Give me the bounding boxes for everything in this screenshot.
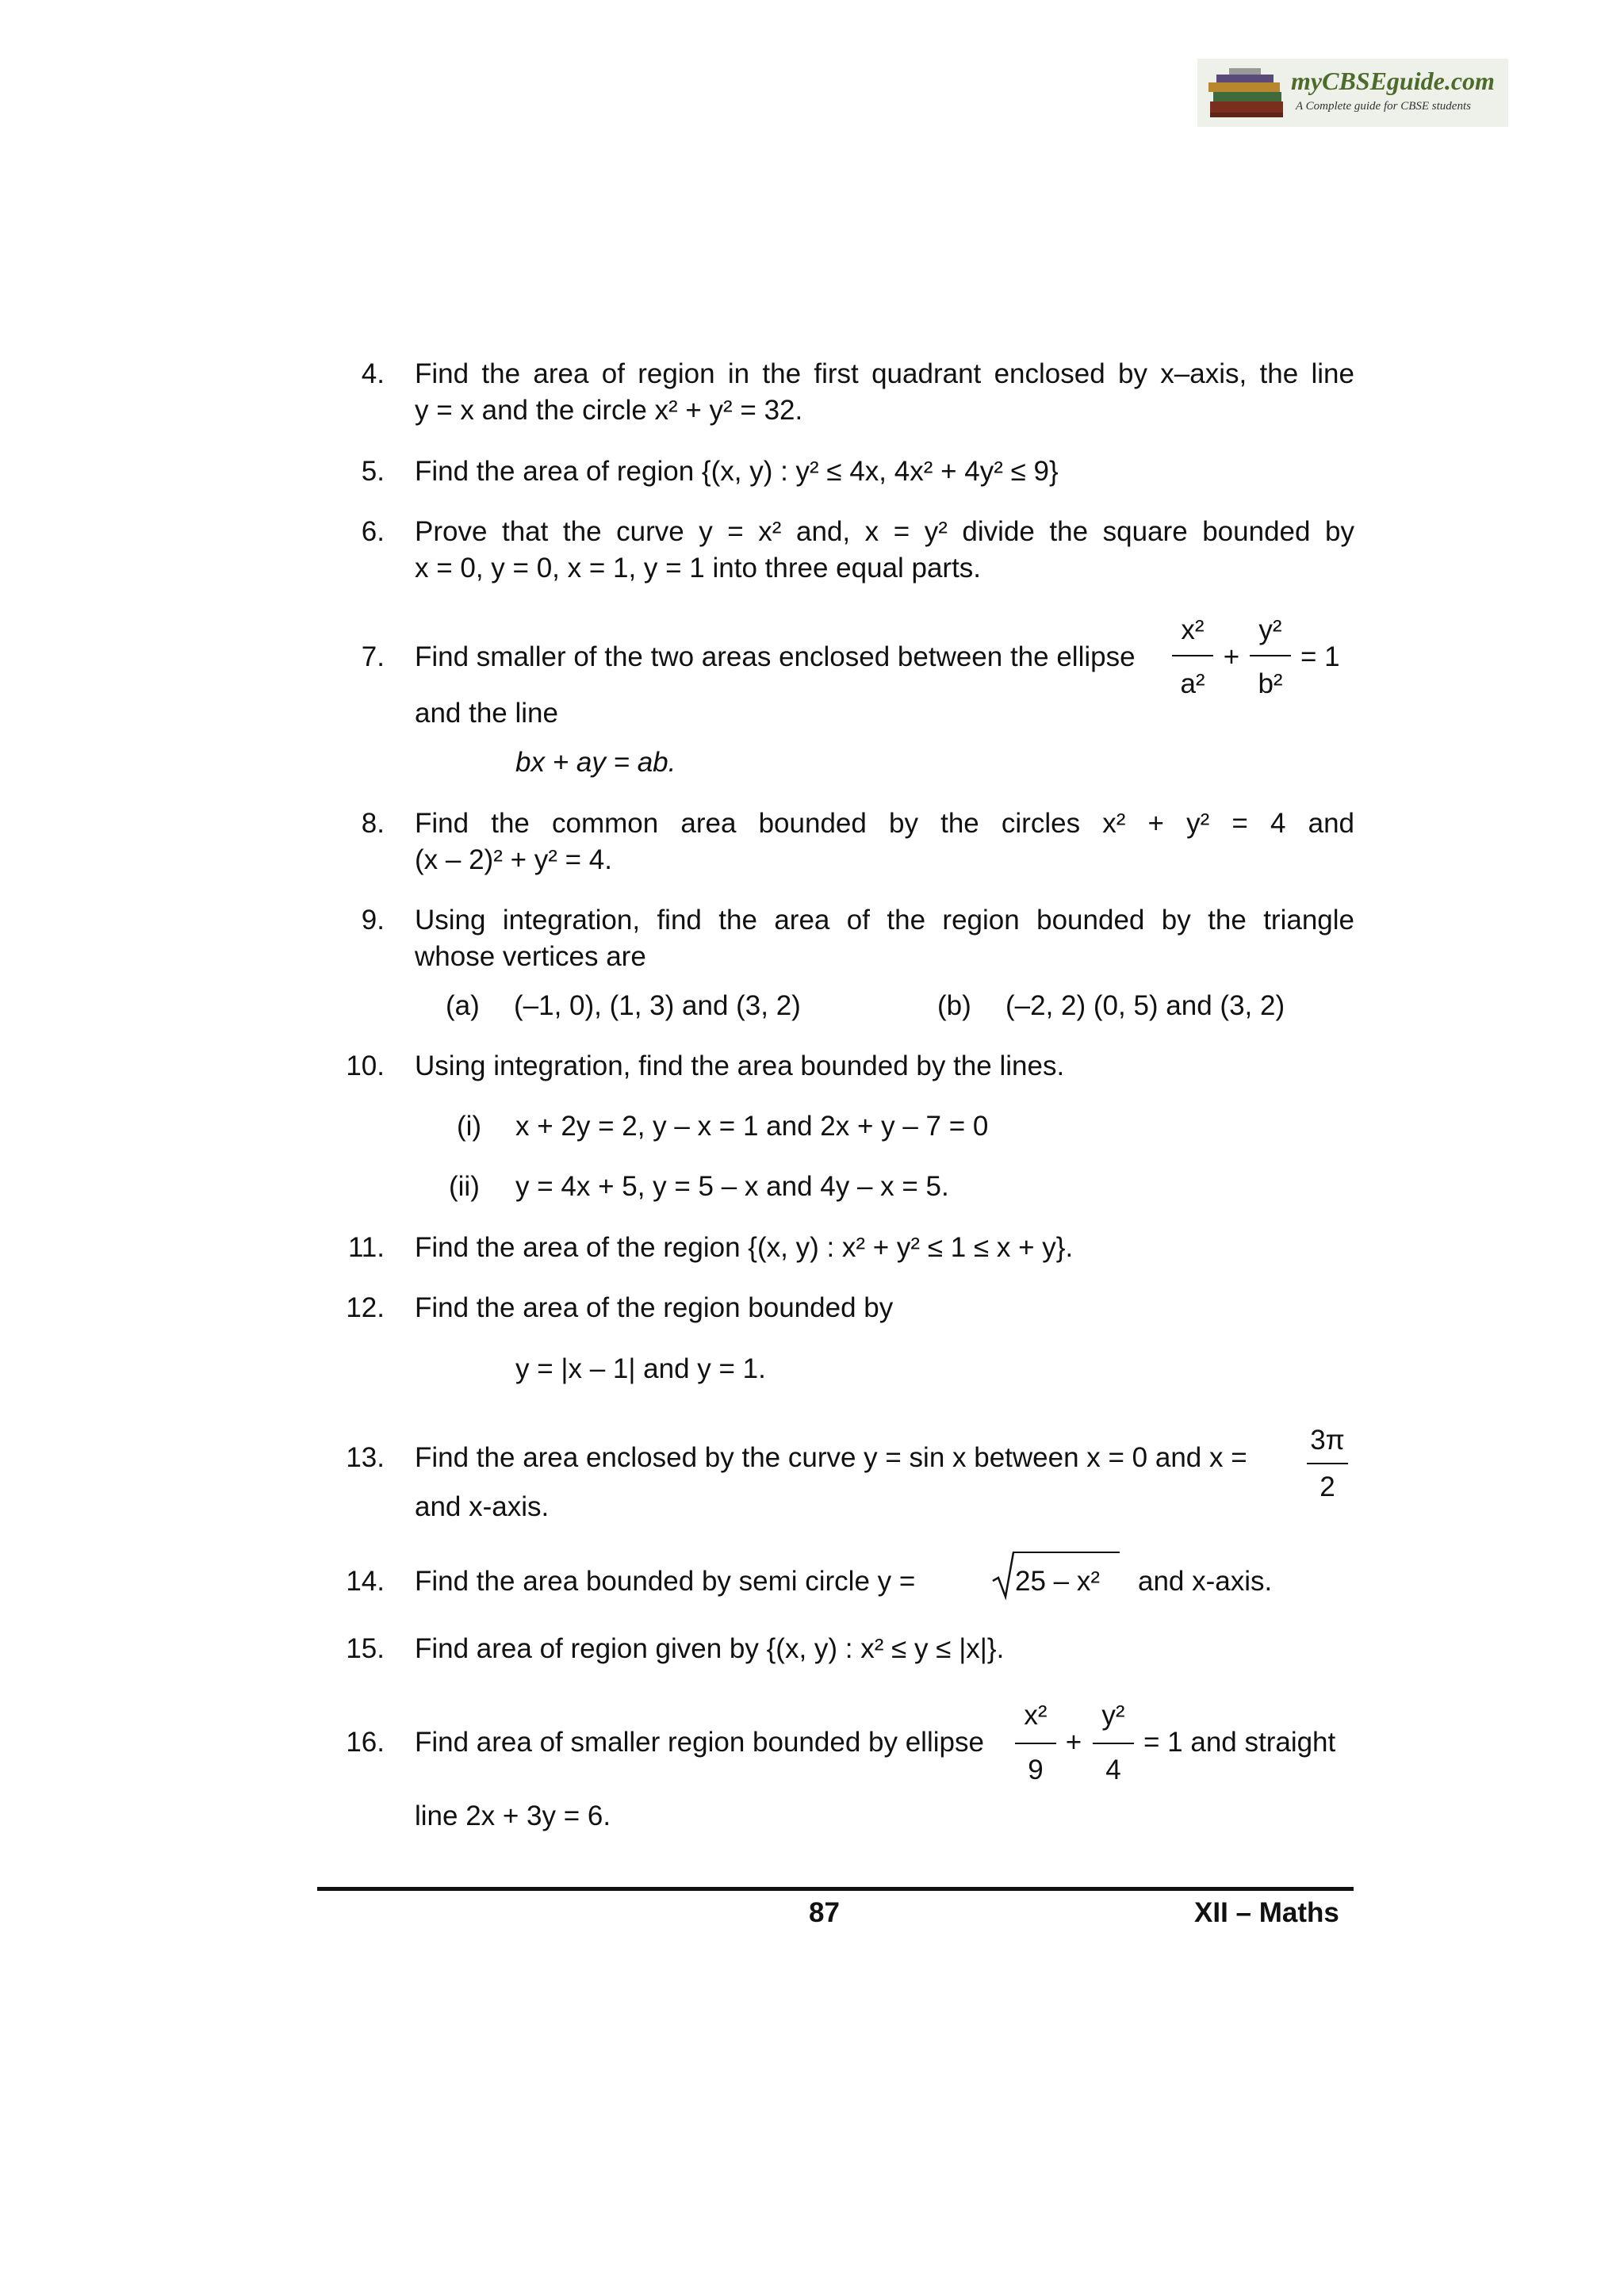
question-text: Find area of region given by {(x, y) : x² ≤ y ≤ |x|}. <box>415 1633 1005 1664</box>
part-label: (a) <box>446 990 480 1021</box>
fraction-bar <box>1172 655 1213 656</box>
question-text-cont: and the line <box>415 698 558 729</box>
question-text-cont: y = x and the circle x² + y² = 32. <box>415 395 803 426</box>
fraction-denominator: 2 <box>1320 1471 1335 1502</box>
question-text: Find the area of region in the first quadrant enclosed by x–axis, the line <box>415 358 1354 389</box>
equation: bx + ay = ab. <box>515 747 676 778</box>
question-text: Find area of smaller region bounded by ellipse <box>415 1727 984 1758</box>
question-text-cont: (x – 2)² + y² = 4. <box>415 844 612 875</box>
question-text: Using integration, find the area bounded by the lines. <box>415 1050 1065 1081</box>
footer-rule <box>317 1887 1354 1891</box>
question-number: 14. <box>346 1566 385 1597</box>
plus-sign: + <box>1223 641 1240 672</box>
question-text: Find smaller of the two areas enclosed between the ellipse <box>415 641 1136 672</box>
question-text: Find the common area bounded by the circles x² + y² = 4 and <box>415 808 1354 839</box>
fraction-numerator: 3π <box>1310 1425 1345 1456</box>
part-label: (ii) <box>449 1171 480 1202</box>
question-number: 5. <box>361 456 385 487</box>
plus-sign: + <box>1065 1727 1082 1758</box>
question-text-cont: x = 0, y = 0, x = 1, y = 1 into three equal parts. <box>415 553 982 584</box>
logo-brand: myCBSEguide.com <box>1291 67 1495 95</box>
site-logo <box>1197 59 1508 127</box>
question-number: 13. <box>346 1442 385 1473</box>
logo-tagline: A Complete guide for CBSE students <box>1296 100 1471 113</box>
question-number: 6. <box>361 516 385 547</box>
question-text: Find the area bounded by semi circle y = <box>415 1566 916 1597</box>
fraction-numerator: y² <box>1101 1700 1125 1731</box>
question-text-cont: line 2x + 3y = 6. <box>415 1800 611 1831</box>
fraction-bar <box>1307 1463 1348 1464</box>
question-number: 15. <box>346 1633 385 1664</box>
question-number: 11. <box>347 1232 385 1263</box>
question-text: Find the area of the region bounded by <box>415 1292 894 1323</box>
radical-overbar <box>1013 1552 1120 1553</box>
radicand: 25 – x² <box>1015 1566 1100 1597</box>
question-text-cont: whose vertices are <box>415 941 646 972</box>
question-number: 9. <box>361 905 385 936</box>
part-text: (–1, 0), (1, 3) and (3, 2) <box>514 990 801 1021</box>
question-text: Find the area enclosed by the curve y = sin x between x = 0 and x = <box>415 1442 1247 1473</box>
question-number: 4. <box>361 358 385 389</box>
question-number: 7. <box>361 641 385 672</box>
fraction-bar <box>1093 1743 1134 1744</box>
question-text: Find the area of the region {(x, y) : x² + y² ≤ 1 ≤ x + y}. <box>415 1232 1074 1263</box>
equation: y = |x – 1| and y = 1. <box>515 1353 766 1384</box>
fraction-numerator: x² <box>1181 614 1205 645</box>
part-label: (i) <box>457 1111 482 1142</box>
question-text: Prove that the curve y = x² and, x = y² divide the square bounded by <box>415 516 1354 547</box>
fraction-numerator: x² <box>1024 1700 1048 1731</box>
question-text-cont: and x-axis. <box>415 1491 550 1522</box>
part-text: (–2, 2) (0, 5) and (3, 2) <box>1005 990 1285 1021</box>
question-text: Find the area of region {(x, y) : y² ≤ 4x, 4x² + 4y² ≤ 9} <box>415 456 1059 487</box>
fraction-denominator: 9 <box>1028 1755 1044 1785</box>
question-text: Using integration, find the area of the region bounded by the triangle <box>415 905 1354 936</box>
fraction-denominator: 4 <box>1105 1755 1121 1785</box>
part-label: (b) <box>937 990 971 1021</box>
fraction-bar <box>1015 1743 1056 1744</box>
footer-subject: XII – Maths <box>1194 1897 1339 1928</box>
fraction-numerator: y² <box>1258 614 1282 645</box>
books-icon <box>1205 65 1293 122</box>
question-number: 10. <box>346 1050 385 1081</box>
page-number: 87 <box>809 1897 840 1928</box>
part-text: x + 2y = 2, y – x = 1 and 2x + y – 7 = 0 <box>515 1111 989 1142</box>
equation-rhs: = 1 <box>1300 641 1340 672</box>
fraction-bar <box>1250 655 1291 656</box>
question-text-cont: and x-axis. <box>1138 1566 1273 1597</box>
fraction-denominator: a² <box>1180 668 1205 699</box>
fraction-denominator: b² <box>1258 668 1283 699</box>
question-number: 8. <box>361 808 385 839</box>
question-number: 12. <box>346 1292 385 1323</box>
radical-sign-icon <box>991 1551 1015 1600</box>
question-text-cont: = 1 and straight <box>1143 1727 1336 1758</box>
part-text: y = 4x + 5, y = 5 – x and 4y – x = 5. <box>515 1171 949 1202</box>
question-number: 16. <box>346 1727 385 1758</box>
